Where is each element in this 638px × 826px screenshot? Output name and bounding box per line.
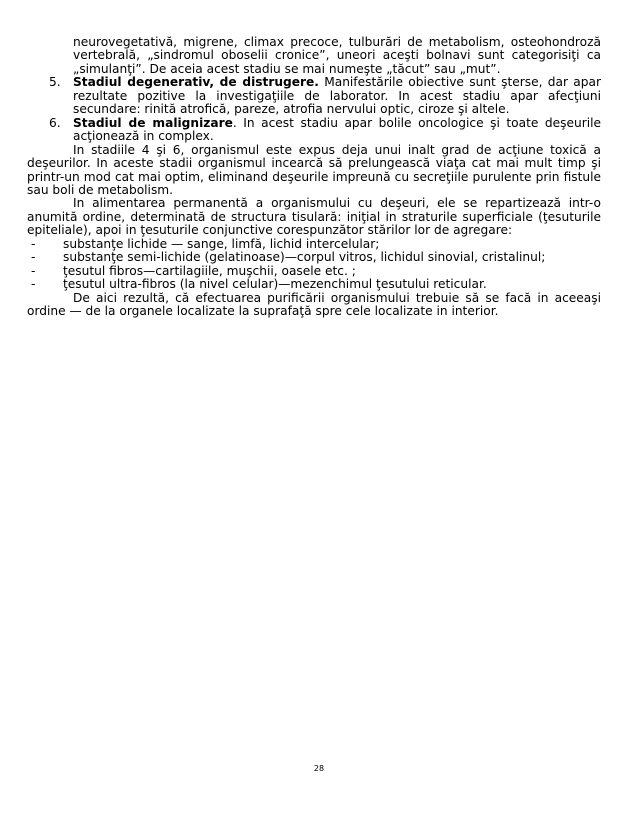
list-item bbox=[27, 238, 601, 251]
paragraph: In stadiile 4 şi 6, organismul este expus deja unui inalt grad de acţiune toxică a deşeurilor. In aceste stadii organismul incearcă să prelungească viaţa cat mai mult timp şi printr-un mod cat mai optim, eliminand deşeurile impreună cu secreţiile purulente prin fistule sau boli de metabolism. bbox=[27, 142, 601, 197]
list-item bbox=[27, 251, 601, 264]
paragraph: De aici rezultă, că efectuarea purificării organismului trebuie să se facă in aceeaşi ordine — de la organele localizate la suprafaţă spre cele localizate in interior. bbox=[27, 290, 601, 319]
list-item-text: ţesutul ultra-fibros (la nivel celular)—mezenchimul ţesutului reticular. bbox=[63, 277, 487, 292]
body-text bbox=[27, 36, 601, 319]
list-item-stage-5 bbox=[27, 76, 601, 116]
item-number: 6. bbox=[49, 115, 61, 130]
list-marker: - bbox=[31, 250, 36, 265]
continued-paragraph: neurovegetativă, migrene, climax precoce, tulburări de metabolism, osteohondroză vertebrală, „sindromul oboselii cronice”, uneori aceşti bolnavi sunt categorisiţi ca „simulanţi”. De aceia acest stadiu se mai numeşte „tăcut” sau „mut”. bbox=[73, 35, 601, 76]
list-item bbox=[27, 265, 601, 278]
item-text: Manifestările obiective sunt şterse, dar apar rezultate pozitive la investigaţiile de laborator. In acest stadiu apar afecţiuni secundare: rinită atrofică, pareze, atrofia nervului optic, ciroze şi altele. bbox=[73, 75, 601, 117]
item-title: Stadiul de malignizare bbox=[73, 115, 233, 130]
list-marker: - bbox=[31, 263, 36, 278]
list-item-text: substanţe lichide — sange, limfă, lichid intercelular; bbox=[63, 236, 380, 251]
list-item-stage-6 bbox=[27, 117, 601, 144]
list-item bbox=[27, 278, 601, 291]
list-marker: - bbox=[31, 236, 36, 251]
list-item-text: substanţe semi-lichide (gelatinoase)—corpul vitros, lichidul sinovial, cristalinul; bbox=[63, 250, 546, 265]
item-number: 5. bbox=[49, 75, 61, 90]
item-title: Stadiul degenerativ, de distrugere. bbox=[73, 75, 319, 90]
paragraph: In alimentarea permanentă a organismului cu deşeuri, ele se repartizează intr-o anumită ordine, determinată de structura tisulară: iniţial in straturile superficiale (ţesuturile epiteliale), apoi in ţesuturile conjunctive corespunzător stărilor lor de agregare: bbox=[27, 196, 601, 238]
list-item-text: ţesutul fibros—cartilagiile, muşchii, oasele etc. ; bbox=[63, 263, 356, 278]
list-marker: - bbox=[31, 277, 36, 292]
item-text: . In acest stadiu apar bolile oncologice şi toate deşeurile acţionează in complex. bbox=[73, 115, 602, 144]
page-number: 28 bbox=[313, 764, 325, 773]
